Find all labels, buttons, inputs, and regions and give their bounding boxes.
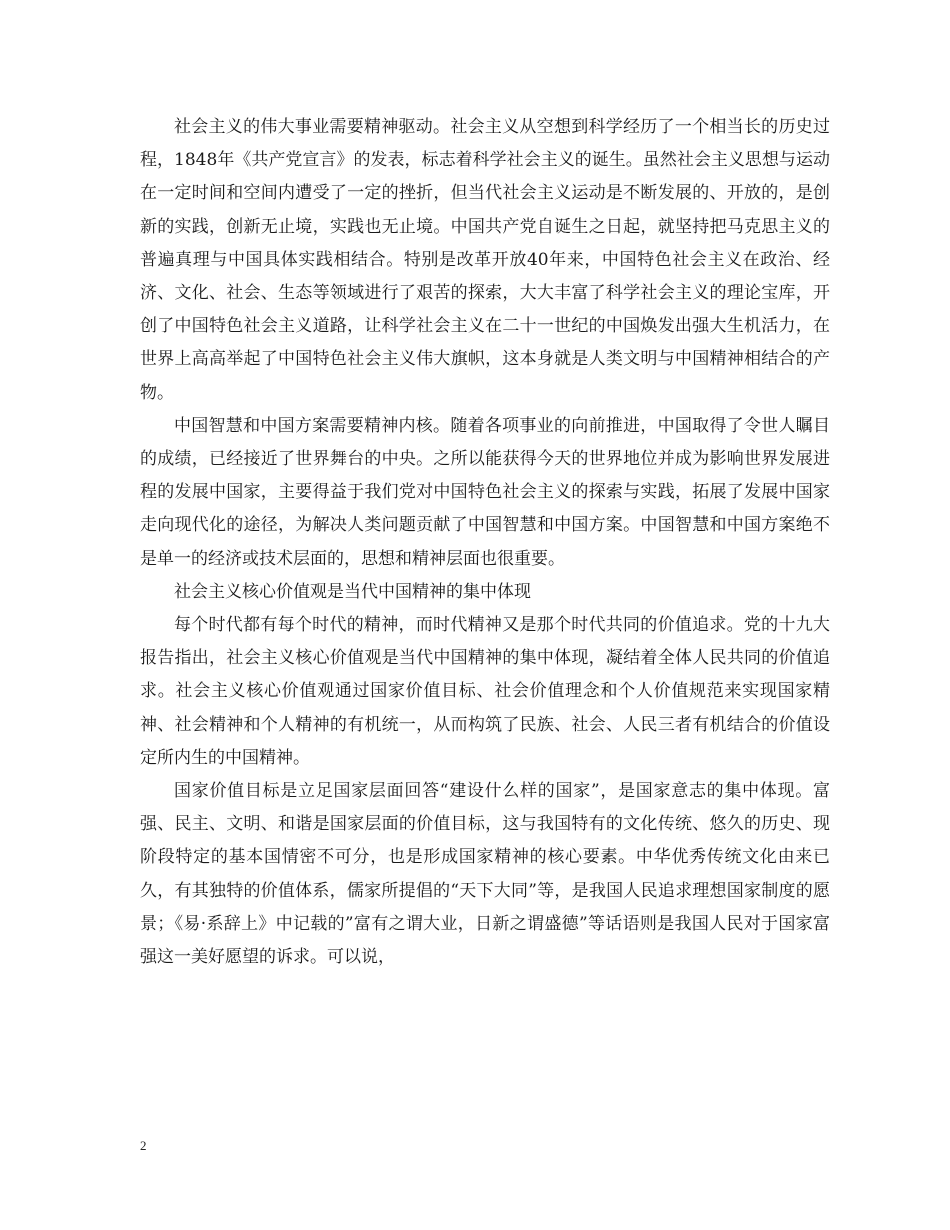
section-heading-core-values: 社会主义核心价值观是当代中国精神的集中体现: [174, 581, 531, 602]
document-body: [140, 111, 830, 974]
paragraph-era-spirit: 每个时代都有每个时代的精神，而时代精神又是那个时代共同的价值追求。党的十九大报告指出，社会主义核心价值观是当代中国精神的集中体现，凝结着全体人民共同的价值追求。社会主义核心价值观通过国家价值目标、社会价值理念和个人价值规范来实现国家精神、社会精神和个人精神的有机统一，从而构筑了民族、社会、人民三者有机结合的价值设定所内生的中国精神。: [140, 615, 830, 768]
page-number: 2: [140, 1138, 147, 1153]
paragraph-national-values: 国家价值目标是立足国家层面回答“建设什么样的国家”，是国家意志的集中体现。富强、民主、文明、和谐是国家层面的价值目标，这与我国特有的文化传统、悠久的历史、现阶段特定的基本国情密不可分，也是形成国家精神的核心要素。中华优秀传统文化由来已久，有其独特的价值体系，儒家所提倡的“天下大同”等，是我国人民追求理想国家制度的愿景；《易·系辞上》中记载的”富有之谓大业，日新之谓盛德”等话语则是我国人民对于国家富强这一美好愿望的诉求。可以说，: [140, 781, 830, 968]
paragraph-chinese-wisdom: 中国智慧和中国方案需要精神内核。随着各项事业的向前推进，中国取得了令世人瞩目的成绩，已经接近了世界舞台的中央。之所以能获得今天的世界地位并成为影响世界发展进程的发展中国家，主要得益于我们党对中国特色社会主义的探索与实践，拓展了发展中国家走向现代化的途径，为解决人类问题贡献了中国智慧和中国方案。中国智慧和中国方案绝不是单一的经济或技术层面的，思想和精神层面也很重要。: [140, 415, 830, 569]
paragraph-socialism-spirit: 社会主义的伟大事业需要精神驱动。社会主义从空想到科学经历了一个相当长的历史过程，1848年《共产党宣言》的发表，标志着科学社会主义的诞生。虽然社会主义思想与运动在一定时间和空间内遭受了一定的挫折，但当代社会主义运动是不断发展的、开放的，是创新的实践，创新无止境，实践也无止境。中国共产党自诞生之日起，就坚持把马克思主义的普遍真理与中国具体实践相结合。特别是改革开放40年来，中国特色社会主义在政治、经济、文化、社会、生态等领域进行了艰苦的探索，大大丰富了科学社会主义的理论宝库，开创了中国特色社会主义道路，让科学社会主义在二十一世纪的中国焕发出强大生机活力，在世界上高高举起了中国特色社会主义伟大旗帜，这本身就是人类文明与中国精神相结合的产物。: [140, 117, 830, 403]
